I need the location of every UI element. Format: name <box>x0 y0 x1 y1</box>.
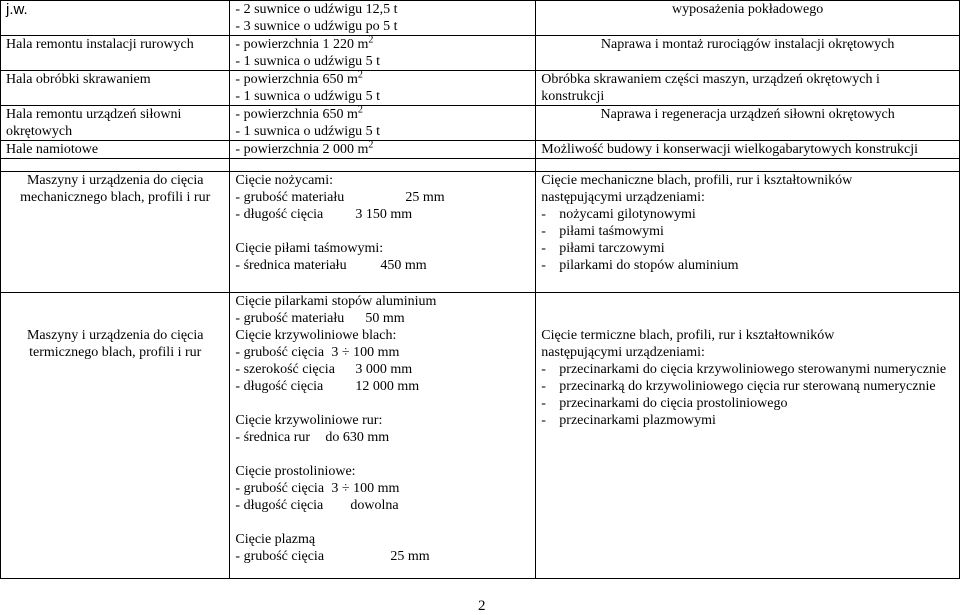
page-number: 2 <box>478 598 486 614</box>
facility-parameters: - powierzchnia 650 $m^2$ - 1 suwnica o udźwigu 5 t <box>230 71 536 106</box>
facility-description: wyposażenia pokładowego <box>536 1 960 36</box>
list-item: - przecinarkami do cięcia krzywoliniowego sterowanymi numerycznie <box>541 362 947 377</box>
machine-description: Cięcie termiczne blach, profili, rur i kształtowników następującymi urządzeniami: - przecinarkami do cięcia krzywoliniowego sterowanymi numerycznie - przecinarką do krzywoliniowego cięcia rur sterowaną numerycznie - przecinarkami do cięcia prostoliniowego - przecinarkami plazmowymi <box>536 293 960 579</box>
facility-parameters: - powierzchnia 650 $m^2$ - 1 suwnica o udźwigu 5 t <box>230 106 536 141</box>
list-item: - piłami taśmowymi <box>541 224 664 239</box>
list-item: - piłami tarczowymi <box>541 241 665 256</box>
table-row <box>1 293 960 579</box>
machine-category: Maszyny i urządzenia do cięcia termicznego blach, profili i rur <box>1 293 230 579</box>
facility-description: Obróbka skrawaniem części maszyn, urządzeń okrętowych i konstrukcji <box>536 71 960 106</box>
list-item: - przecinarką do krzywoliniowego cięcia rur sterowaną numerycznie <box>541 379 936 394</box>
facility-description: Naprawa i montaż rurociągów instalacji okrętowych <box>536 36 960 71</box>
table-row <box>1 172 960 293</box>
machine-parameters: Cięcie pilarkami stopów aluminium - grubość materiału 50 mm Cięcie krzywoliniowe blach: - grubość cięcia 3 ÷ 100 mm - szerokość cięcia 3 000 mm - długość cięcia 12 000 mm Cięcie krzywoliniowe rur: - średnica rur do 630 mm Cięcie prostoliniowe: - grubość cięcia 3 ÷ 100 mm - długość cięcia dowolna Cięcie plazmą - grubość cięcia 25 mm <box>230 293 536 579</box>
facility-name: j.w. <box>1 1 230 36</box>
facility-description: Naprawa i regeneracja urządzeń siłowni okrętowych <box>536 106 960 141</box>
facility-name: Hale namiotowe <box>1 141 230 159</box>
table-row <box>1 1 960 36</box>
facility-parameters: - 2 suwnice o udźwigu 12,5 t - 3 suwnice o udźwigu po 5 t <box>230 1 536 36</box>
list-item: - przecinarkami do cięcia prostoliniowego <box>541 396 788 411</box>
list-item: - pilarkami do stopów aluminium <box>541 258 739 273</box>
list-item: - przecinarkami plazmowymi <box>541 413 716 428</box>
machine-parameters: Cięcie nożycami: - grubość materiału 25 mm - długość cięcia 3 150 mm Cięcie piłami taśmowymi: - średnica materiału 450 mm <box>230 172 536 293</box>
facility-parameters: - powierzchnia 1 220 $m^2$ - 1 suwnica o udźwigu 5 t <box>230 36 536 71</box>
machine-category: Maszyny i urządzenia do cięcia mechanicznego blach, profili i rur <box>1 172 230 293</box>
table-row <box>1 106 960 141</box>
machine-description: Cięcie mechaniczne blach, profili, rur i kształtowników następującymi urządzeniami: - nożycami gilotynowymi - piłami taśmowymi - piłami tarczowymi - pilarkami do stopów aluminium <box>536 172 960 293</box>
table-spacer-row <box>1 159 960 172</box>
list-item: - nożycami gilotynowymi <box>541 207 696 222</box>
facility-name: Hala obróbki skrawaniem <box>1 71 230 106</box>
table-row <box>1 141 960 159</box>
facility-parameters: - powierzchnia 2 000 $m^2$ <box>230 141 536 159</box>
facility-name: Hala remontu urządzeń siłowni okrętowych <box>1 106 230 141</box>
facility-name: Hala remontu instalacji rurowych <box>1 36 230 71</box>
facility-description: Możliwość budowy i konserwacji wielkogabarytowych konstrukcji <box>536 141 960 159</box>
table-row <box>1 71 960 106</box>
table-row <box>1 36 960 71</box>
